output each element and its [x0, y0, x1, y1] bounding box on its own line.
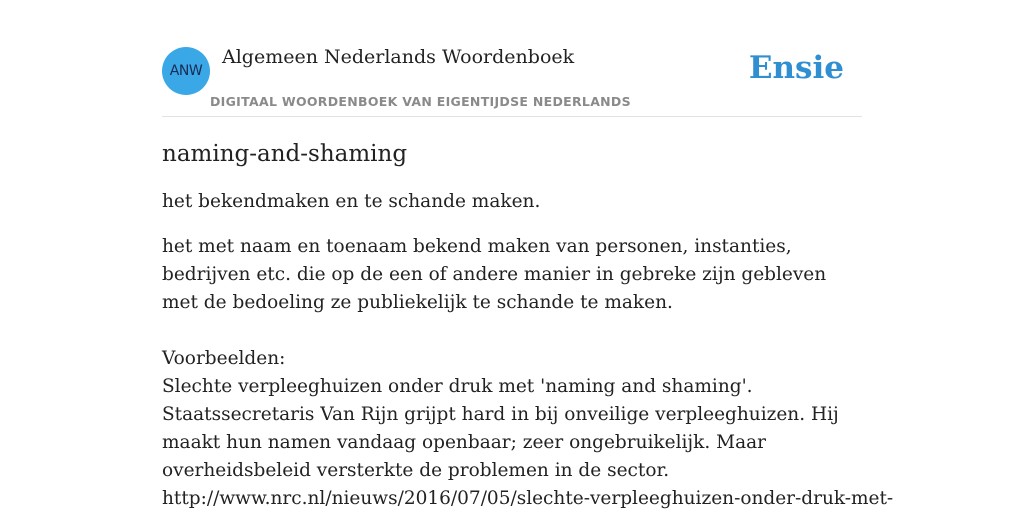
- entry-definition: het bekendmaken en te schande maken.: [162, 191, 541, 212]
- examples-label: Voorbeelden:: [162, 348, 286, 369]
- ensie-brand-link[interactable]: Ensie: [748, 50, 844, 86]
- site-header: [162, 0, 862, 117]
- example-source-link[interactable]: http://www.nrc.nl/nieuws/2016/07/05/slechte-verpleeghuizen-onder-druk-met-: [162, 488, 894, 509]
- entry-content: [162, 138, 894, 512]
- entry-description: het met naam en toenaam bekend maken van personen, instanties, bedrijven etc. die op de een of andere manier in gebreke zijn gebleven met de bedoeling ze publiekelijk te schande te maken.: [162, 236, 827, 313]
- entry-term: naming-and-shaming: [162, 141, 408, 167]
- anw-logo[interactable]: [162, 47, 210, 95]
- example-text: Slechte verpleeghuizen onder druk met 'naming and shaming'. Staatssecretaris Van Rijn grijpt hard in bij onveilige verpleeghuizen. Hij maakt hun namen vandaag openbaar; zeer ongebruikelijk. Maar overheidsbeleid versterkte de problemen in de sector.: [162, 376, 839, 481]
- examples-section: [162, 345, 894, 512]
- logo-text: ANW: [169, 63, 203, 79]
- site-title[interactable]: Algemeen Nederlands Woordenboek: [222, 46, 575, 68]
- site-subtitle: DIGITAAL WOORDENBOEK VAN EIGENTIJDSE NEDERLANDS: [210, 94, 631, 109]
